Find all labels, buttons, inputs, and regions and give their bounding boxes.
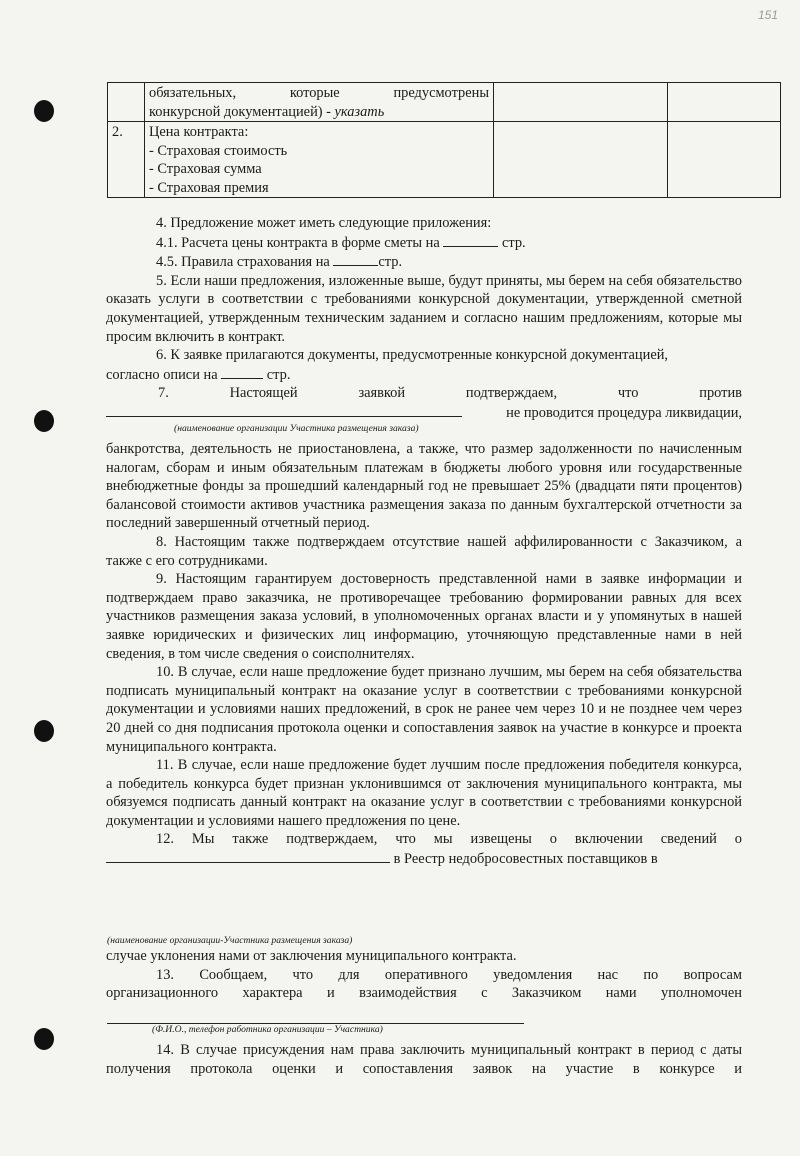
row2-line: Цена контракта:: [149, 124, 249, 140]
para-10: 10. В случае, если наше предложение будет признано лучшим, мы берем на себя обязательства подписать муниципальный контракт на оказание услуг в соответствии с требованиями конкурсной документации и условиями наших предложений, в срок не ранее чем через 10 и не позднее чем через 20 дней со дня подписания протокола оценки и сопоставления заявок на участие в конкурсе и проекта муниципального контракта.: [106, 664, 742, 755]
para-6-text: согласно описи на: [106, 366, 218, 383]
org-caption: (наименование организации Участника размещения заказа): [174, 423, 419, 434]
para-4-1-text: 4.1. Расчета цены контракта в форме сметы на: [156, 234, 440, 251]
para-7-word: что: [617, 385, 639, 402]
row1-line2-prefix: конкурсной документацией) -: [149, 103, 335, 120]
para-11: 11. В случае, если наше предложение будет лучшим после предложения победителя конкурса, а победитель конкурса будет признан уклонившимся от заключения муниципального контракта, мы обязуемся подписать данный контракт на оказание услуг в соответствии с требованиями конкурсной документации и условиями нашего предложения по цене.: [106, 757, 742, 829]
para-7-line2: [106, 403, 742, 423]
blank-line: [221, 365, 263, 379]
punch-hole-2: [34, 410, 54, 432]
row1-line2: [149, 103, 489, 122]
para-8: 8. Настоящим также подтверждаем отсутствие нашей аффилированности с Заказчиком, а также с его сотрудниками.: [106, 533, 742, 569]
para-9: 9. Настоящим гарантируем достоверность представленной нами в заявке информации и подтверждаем право заказчика, не противоречащее требованию формировании равных для всех участников размещения заказа условий, в уполномоченных органах власти и у упомянутых в нашей заявке юридических и физических лиц информацию, уточняющую представленные нами в ней сведения, в том числе сведения о соисполнителях.: [106, 571, 742, 662]
para-7-word: 7.: [158, 385, 169, 402]
table-cell-empty: [668, 122, 781, 198]
table-row: [108, 83, 781, 122]
table-cell-empty: [494, 83, 668, 122]
table-cell-empty: [494, 122, 668, 198]
punch-hole-1: [34, 100, 54, 122]
offer-table: [107, 82, 781, 198]
para-4: 4. Предложение может иметь следующие приложения:: [156, 215, 492, 231]
para-7-word: подтверждаем,: [465, 385, 558, 402]
document-body-part2: [106, 440, 742, 869]
blank-line: [333, 252, 378, 266]
table-cell-number: 2.: [108, 122, 145, 198]
para-12-rest: случае уклонения нами от заключения муниципального контракта.: [106, 948, 517, 964]
org-name-blank: [106, 403, 462, 417]
para-7-word: против: [699, 385, 742, 402]
para-7-word: Настоящей: [229, 385, 298, 402]
para-12-line2-text: в Реестр недобросовестных поставщиков в: [393, 851, 658, 868]
table-cell-description: [145, 83, 494, 122]
para-4-5-suffix: стр.: [378, 254, 403, 271]
row1-line2-italic: указать: [334, 103, 385, 120]
para-7-line2-text: не проводится процедура ликвидации,: [506, 404, 742, 421]
para-6-suffix: стр.: [266, 366, 291, 383]
para-13-line2: организационного характера и взаимодействия с Заказчиком нами уполномочен: [106, 985, 742, 1002]
para-4-1: [106, 233, 742, 253]
para-12-line2: [106, 849, 742, 869]
page-number: 151: [757, 8, 778, 22]
org-name-blank: [106, 849, 390, 863]
para-14: 14. В случае присуждения нам права заключить муниципальный контракт в период с даты получения протокола оценки и сопоставления заявок на участие в конкурсе и: [106, 1042, 742, 1077]
punch-hole-3: [34, 720, 54, 742]
punch-hole-4: [34, 1028, 54, 1050]
document-body-part1: [106, 214, 742, 423]
para-6-line1: 6. К заявке прилагаются документы, предусмотренные конкурсной документацией,: [156, 347, 669, 364]
para-6-line2: [106, 365, 742, 385]
para-4-1-suffix: стр.: [501, 234, 526, 251]
row1-line1: обязательных, которые предусмотрены: [149, 85, 489, 101]
document-body-part4: [106, 1041, 742, 1078]
table-row: [108, 122, 781, 198]
table-cell-empty: [668, 83, 781, 122]
para-7-line1: [106, 384, 742, 403]
row2-line: - Страховая премия: [149, 179, 269, 196]
row2-line: - Страховая стоимость: [149, 142, 288, 159]
para-4-5: [106, 252, 742, 272]
para-13-line1: 13. Сообщаем, что для оперативного уведомления нас по вопросам: [156, 966, 742, 983]
para-4-5-text: 4.5. Правила страхования на: [156, 254, 330, 271]
representative-caption: (Ф.И.О., телефон работника организации – Участника): [152, 1024, 383, 1035]
table-cell-number: [108, 83, 145, 122]
row2-line: - Страховая сумма: [149, 161, 262, 177]
para-7-rest: банкротства, деятельность не приостановлена, а также, что размер задолженности по начисленным налогам, сборам и иным обязательным платежам в бюджеты любого уровня или государственные внебюджетные фонды за прошедший календарный год не превышает 25% (двадцати пяти процентов) балансовой стоимости активов участника размещения заказа по данным бухгалтерской отчетности за последний завершенный отчетный период.: [106, 441, 742, 532]
para-12-line1: 12. Мы также подтверждаем, что мы извещены о включении сведений о: [156, 831, 742, 848]
org-caption-2: (наименование организации-Участника размещения заказа): [107, 935, 353, 946]
table-cell-description: [145, 122, 494, 198]
para-5: 5. Если наши предложения, изложенные выше, будут приняты, мы берем на себя обязательство оказать услуги в соответствии с требованиями конкурсной документации, утвержденной сметной документацией, утвержденным техническим заданием и согласно нашим предложениям, которые мы просим включить в контракт.: [106, 272, 742, 345]
blank-line: [443, 233, 498, 247]
para-7-word: заявкой: [358, 385, 406, 402]
document-body-part3: [106, 947, 742, 1003]
